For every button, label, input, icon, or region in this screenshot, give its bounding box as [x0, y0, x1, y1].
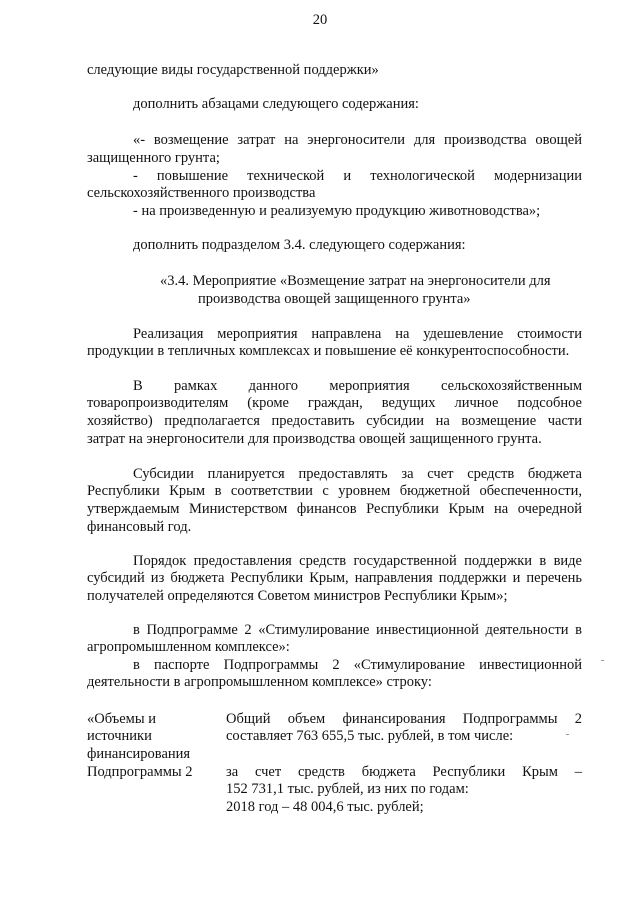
table-label-cell: источники — [87, 728, 152, 744]
table-label-cell: Подпрограммы 2 — [87, 764, 193, 780]
table-value-cell: 2018 год – 48 004,6 тыс. рублей; — [226, 799, 424, 815]
section-heading: производства овощей защищенного грунта» — [198, 291, 471, 307]
text-line: затрат на энергоносители для производства овощей защищенного грунта. — [87, 431, 542, 447]
text-line: защищенного грунта; — [87, 150, 220, 166]
text-line: дополнить абзацами следующего содержания: — [133, 96, 419, 112]
text-line: финансовый год. — [87, 519, 192, 535]
text-line: Республики Крым в соответствии с уровнем бюджетной обеспеченности, — [87, 483, 582, 499]
text-line: Реализация мероприятия направлена на удешевление стоимости — [133, 326, 582, 342]
table-label-cell: финансирования — [87, 746, 191, 762]
section-heading: «3.4. Мероприятие «Возмещение затрат на энергоносители для — [160, 273, 551, 289]
text-line: товаропроизводителям (кроме граждан, ведущих личное подсобное — [87, 395, 582, 411]
text-line: получателей определяются Советом министров Республики Крым»; — [87, 588, 508, 604]
text-line: субсидий из бюджета Республики Крым, направления поддержки и перечень — [87, 570, 582, 586]
text-line: хозяйство) предполагается предоставить субсидии на возмещение части — [87, 413, 582, 429]
text-line: деятельности в агропромышленном комплексе» строку: — [87, 674, 432, 690]
text-line: в паспорте Подпрограммы 2 «Стимулирование инвестиционной — [133, 657, 582, 673]
table-value-cell: составляет 763 655,5 тыс. рублей, в том числе: — [226, 728, 514, 744]
text-line: продукции в тепличных комплексах и повышение её конкурентоспособности. — [87, 343, 570, 359]
scan-mark — [601, 660, 604, 661]
page-number: 20 — [312, 12, 328, 28]
table-value-cell: 152 731,1 тыс. рублей, из них по годам: — [226, 781, 469, 797]
table-value-cell: Общий объем финансирования Подпрограммы 2 — [226, 711, 582, 727]
text-line: сельскохозяйственного производства — [87, 185, 316, 201]
text-line: в Подпрограмме 2 «Стимулирование инвестиционной деятельности в — [133, 622, 582, 638]
text-line: В рамках данного мероприятия сельскохозяйственным — [133, 378, 582, 394]
text-line: Порядок предоставления средств государственной поддержки в виде — [133, 553, 582, 569]
text-line: «- возмещение затрат на энергоносители для производства овощей — [133, 132, 582, 148]
table-label-cell: «Объемы и — [87, 711, 156, 727]
text-line: следующие виды государственной поддержки» — [87, 62, 379, 78]
text-line: Субсидии планируется предоставлять за счет средств бюджета — [133, 466, 582, 482]
text-line: утверждаемым Министерством финансов Республики Крым на очередной — [87, 501, 582, 517]
text-line: - повышение технической и технологической модернизации — [133, 168, 582, 184]
table-value-cell: за счет средств бюджета Республики Крым – — [226, 764, 582, 780]
text-line: - на произведенную и реализуемую продукцию животноводства»; — [133, 203, 541, 219]
text-line: дополнить подразделом 3.4. следующего содержания: — [133, 237, 466, 253]
scan-mark — [566, 734, 569, 735]
text-line: агропромышленном комплексе»: — [87, 639, 290, 655]
